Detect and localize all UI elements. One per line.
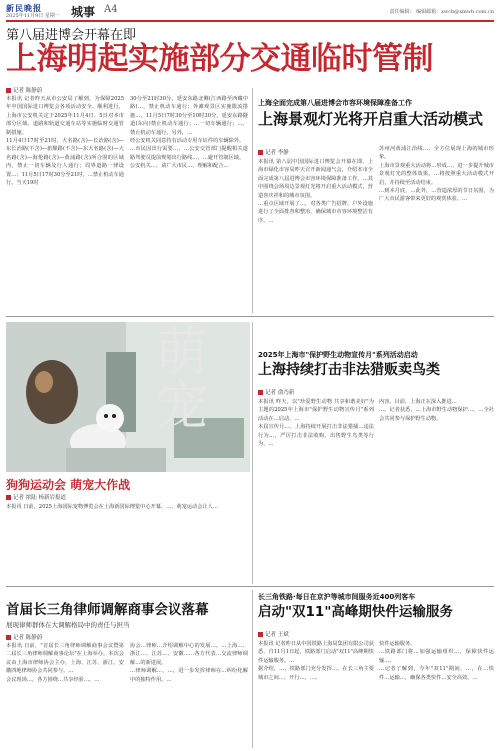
observe-col1: 本报讯 第八届中国国际进口博览会开幕在即。上海市绿化市容局昨天召开新闻通气会，介绍本市全面完成第八届进博会市容环境保障准备工作。…其中围绕会场周边景观灯光将开启重大活动模式，营造喜庆祥和的城市氛围。 …重点区域开展了…，对各类广告招牌、户外设施进行了全面排查和整治，确保城市市容环境整洁有序。…	[258, 159, 373, 224]
lead-col2: 30分至21时30分，延安东路北侧(江西路至西藏中路)…，禁止机动车通行；外滩观景区实施限流措施…，11月5日7时30分至10时30分，延安东路隧道(东向)禁止机动车通行；…一切车辆通行；…，禁止机动车通行。另外，… 经公安机关同意持有活动专用车证件的车辆除外。 …市民因出行需要…、…公安交管部门提醒相关道路驾驶员提前规划出行路线…，…避开管制区域。 公安机关…，请广大市民…、理解和配合…	[130, 96, 248, 170]
photo-caption-title: 狗狗运动会 萌宠大作战	[6, 478, 131, 492]
shipping-byline	[258, 630, 289, 638]
column-divider	[252, 88, 253, 313]
header-rule	[6, 20, 494, 22]
lead-headline: 上海明起实施部分交通临时管制	[6, 41, 433, 77]
lawyer-subheadline: 展现律师群体在大调解格局中的责任与担当	[6, 621, 130, 629]
column-divider	[252, 322, 253, 584]
wildlife-col2: 内容。目前，上海正在深入推进… …。记者获悉，…上海市野生动物保护…，…全社会共同参与保护野生动物。	[379, 399, 494, 422]
email-line: 编辑邮箱：xwcb@xmwb.com.cn	[416, 9, 494, 15]
photo-watermark: 萌宠	[156, 323, 207, 437]
issue-date: 2025年11月9日 星期一	[6, 13, 60, 19]
section-divider	[6, 586, 494, 587]
byline-marker-icon	[6, 495, 11, 500]
lead-byline-text: 记者 陈静蔚	[13, 88, 43, 94]
lawyer-byline	[6, 633, 42, 641]
lawyer-headline: 首届长三角律师调解商事会议落幕	[6, 602, 209, 618]
wildlife-byline-text: 记者 俞乃新	[265, 390, 295, 396]
lead-byline	[6, 86, 42, 94]
byline-marker-icon	[258, 390, 263, 395]
newspaper-logo: 新民晚报	[6, 4, 42, 13]
wildlife-headline: 上海持续打击非法猎贩卖鸟类	[258, 362, 440, 378]
shipping-col1: 本报讯 记者昨日从中国铁路上海局集团有限公司获悉，自11月1日起，铁路部门启动"双11"高峰期快件运输服务。… 据介绍，…，铁路部门充分发挥…，在长三角主要城市之间…，开行…，…。	[258, 641, 374, 681]
observe-byline-text: 记者 李静	[265, 150, 289, 156]
editor-line: 责任编辑：	[389, 9, 415, 15]
lawyer-byline-text: 记者 陈静蔚	[13, 635, 43, 641]
section-title: 城事	[71, 5, 96, 19]
caption-text: 本报讯 日前，2025上海国际宠物博览会在上海新国际博览中心开幕。…，萌宠运动会让人…	[6, 504, 218, 510]
byline-marker-icon	[258, 150, 263, 155]
wildlife-col1: 本报讯 昨天，以"珍爱野生动物 共享和谐美好"为主题的2025年上海市"保护野生动物宣传月"系列活动在…启动。… 本届宣传月…。上海持续开展打击非法猎捕…违法行为…，严厉打击非法收购、出售野生鸟类等行为，…	[258, 399, 374, 448]
shipping-kicker: 长三角铁路·每日在京沪等城市间服务近400列客车	[258, 593, 416, 601]
observe-col2: 苏州河黄浦江沿线…、全方位展现上海的城市形象。 上海市景观重大活动将…形成…，进一步提升城市景观灯光的整体效果。…将按照重大活动模式开启，并持续至活动结束。 …到本月底，…此外，…营造浓厚的节日氛围，为广大市民游客带来更好的观赏体验。…	[379, 146, 494, 203]
observe-headline: 上海景观灯光将开启重大活动模式	[258, 110, 484, 128]
wildlife-kicker: 2025年上海市"保护野生动物宣传月"系列活动启动	[258, 351, 418, 359]
page-header	[6, 2, 494, 18]
section-divider	[6, 316, 494, 317]
shipping-byline-text: 记者 王斌	[265, 632, 289, 638]
lawyer-col1: 本报讯 日前，"首届长三角律师调解商事会议暨第二届长三角律师调解商事论坛"在上海举办。本次会议由上海市律师协会主办，上海、江苏、浙江、安徽四地律师协会共同参与。… 会议现场…，各方围绕…共享经验…，…	[6, 643, 124, 683]
shipping-col2: 快件运输服务。 …铁路部门将…加强运输组织…，保障快件运输…。 …记者了解到，今年"双11"期间，…，在…快件…运输…，确保各类快件…安全高效。…	[379, 641, 494, 681]
shipping-headline: 启动"双11"高峰期快件运输服务	[258, 604, 453, 620]
wildlife-byline	[258, 388, 294, 396]
observe-kicker: 上海全面完成第八届进博会市容环境保障准备工作	[258, 99, 412, 107]
caption-byline	[6, 493, 66, 501]
byline-marker-icon	[6, 88, 11, 93]
lawyer-col2: 协会…律师…介绍调解中心的发展…。…上海…、浙江…、江苏…、安徽……各方代表…交流律师调解…的新进展。 …律师调解…，…，进一步发挥律师在…纠纷化解中的独特作用。…	[130, 643, 248, 683]
observe-byline	[258, 148, 289, 156]
lead-kicker: 第八届进博会开幕在即	[6, 28, 137, 43]
pet-photo	[6, 322, 250, 472]
column-divider	[252, 590, 253, 748]
byline-marker-icon	[258, 632, 263, 637]
page-number: A4	[104, 4, 118, 15]
caption-byline-text: 记者 浓陆 杨新岩报道	[13, 495, 66, 501]
lead-col1: 本报讯 记者昨天从市公安局了解到，为保障2025年中国国际进口博览会各项活动安全、顺利进行，上海市公安机关定于2025年11月4日、5日对本市部分区域、道路和轨道交通车站等实施临时交通管制措施。 11月4日17时至21时，大名路(含)—长治路(含)—东长治路(不含)—旅顺路(不含)—东大名路(含)—大名路(含)—海伦路(含)—黄浦路(含)所合围的区域内，禁止一切车辆及行人通行；周界道路一律设置…；11月5日17时30分至21时，…禁止机动车通行。当天19时	[6, 96, 124, 187]
editor-info	[389, 8, 494, 15]
byline-marker-icon	[6, 635, 11, 640]
